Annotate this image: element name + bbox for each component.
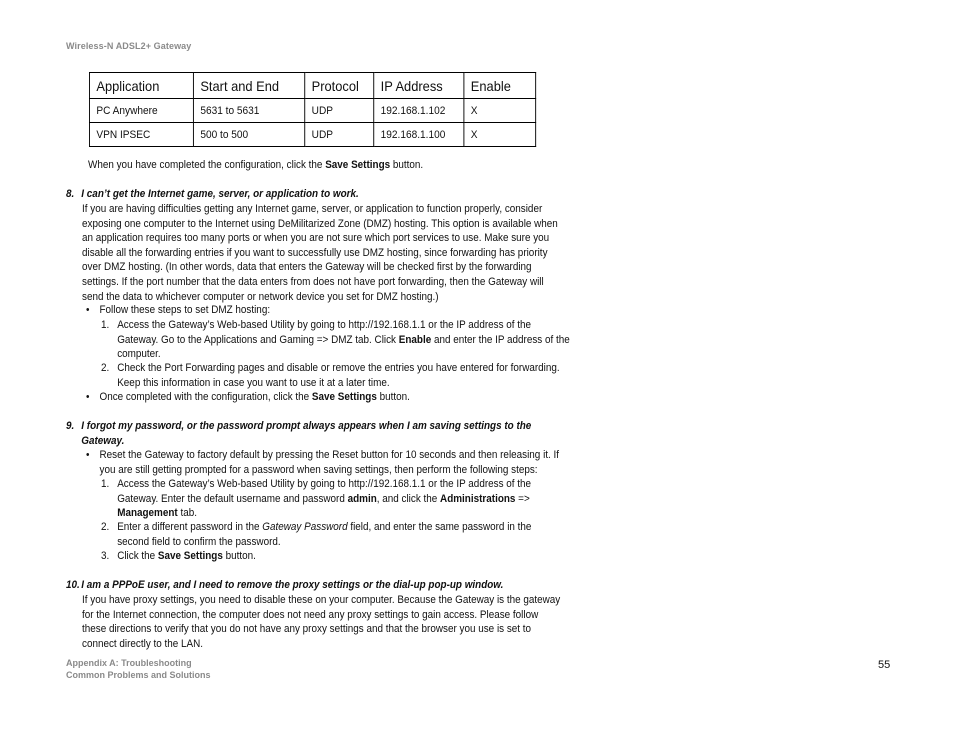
q9-title: [66, 419, 531, 448]
step-text: Keep this information in case you want to use it at a later time.: [117, 376, 390, 389]
para-line: these directions to verify that you do not have any proxy settings and that the browser you use is set to: [82, 623, 532, 636]
col-protocol: Protocol: [305, 73, 374, 99]
step-number: 1.: [101, 478, 110, 490]
q10-paragraph: [82, 593, 560, 651]
note-bold: Save Settings: [325, 159, 391, 171]
cell: 192.168.1.100: [374, 123, 464, 147]
step-number: 3.: [101, 550, 110, 562]
col-start-end: Start and End: [193, 73, 304, 99]
para-line: settings. If the port number that the data enters from does not have port forwarding, then the Gateway will: [82, 275, 544, 288]
port-forwarding-table: [89, 72, 536, 147]
step-text: Gateway. Go to the Applications and Gaming => DMZ tab. Click: [117, 333, 399, 346]
step-text: Access the Gateway’s Web-based Utility by going to http://192.168.1.1 or the IP address of the: [117, 319, 532, 331]
step-text: Gateway. Enter the default username and password: [117, 492, 348, 505]
cell: VPN IPSEC: [89, 123, 193, 147]
q9-number: 9.: [66, 420, 75, 432]
step-number: 2.: [101, 362, 110, 374]
bullet-text: you are still getting prompted for a password when saving settings, then perform the following steps:: [99, 463, 538, 476]
cell: 192.168.1.102: [374, 99, 464, 123]
col-application: Application: [89, 73, 193, 99]
note-text: button.: [390, 159, 424, 171]
q9-title-text: I forgot my password, or the password prompt always appears when I am saving settings to the: [81, 420, 532, 432]
step-text: , and click the: [376, 492, 441, 505]
q8-step1: [101, 318, 570, 362]
para-line: over DMZ hosting. (In other words, data that enters the Gateway will be checked first by the forwarding: [82, 261, 532, 274]
bullet-text: Follow these steps to set DMZ hosting:: [99, 304, 271, 316]
step-text: field, and enter the same password in the: [347, 521, 532, 533]
step-text: tab.: [177, 507, 197, 520]
para-line: send the data to whichever computer or network device you set for DMZ hosting.): [82, 290, 439, 303]
col-ip-address: IP Address: [374, 73, 464, 99]
bullet-text: Reset the Gateway to factory default by pressing the Reset button for 10 seconds and then releasing it. If: [99, 449, 560, 461]
step-number: 2.: [101, 521, 110, 533]
step-text: Enter a different password in the: [117, 521, 263, 533]
q8-bullet2: [86, 390, 410, 405]
q8-step2: [101, 361, 560, 390]
cell: UDP: [305, 99, 374, 123]
cell: X: [464, 123, 536, 147]
running-header: Wireless-N ADSL2+ Gateway: [66, 41, 192, 51]
step-bold: Enable: [398, 333, 432, 346]
para-line: exposing one computer to the Internet using DeMilitarized Zone (DMZ) hosting. This option is available when: [82, 217, 558, 230]
para-line: disable all the forwarding entries if you want to successfully use DMZ hosting, since forwarding has priority: [82, 246, 548, 259]
para-line: connect directly to the LAN.: [82, 637, 204, 650]
footer: [66, 657, 211, 681]
q10-title: [66, 578, 503, 593]
cell: 500 to 500: [193, 123, 304, 147]
bullet-text: Once completed with the configuration, click the: [99, 391, 312, 403]
bullet-icon: •: [86, 304, 90, 316]
footer-line: Common Problems and Solutions: [66, 670, 211, 680]
q9-step1: [101, 477, 531, 521]
bullet-icon: •: [86, 449, 90, 461]
q8-bullet1: [86, 303, 270, 318]
step-text: and enter the IP address of the: [431, 333, 570, 346]
bullet-icon: •: [86, 391, 90, 403]
q10-title-text: I am a PPPoE user, and I need to remove the proxy settings or the dial-up pop-up window.: [81, 579, 504, 591]
cell: UDP: [305, 123, 374, 147]
bullet-bold: Save Settings: [311, 391, 377, 403]
step-bold: Administrations: [440, 492, 516, 505]
table-row: [89, 123, 535, 147]
page-number: 55: [878, 659, 891, 671]
step-bold: Management: [117, 507, 178, 520]
table-row: [89, 99, 535, 123]
para-line: an application requires too many ports or when you are not sure which port services to use. Make sure you: [82, 232, 550, 245]
table-header-row: [89, 73, 535, 99]
col-enable: Enable: [464, 73, 536, 99]
after-table-note: [88, 158, 423, 173]
q8-paragraph: [82, 202, 558, 304]
cell: X: [464, 99, 536, 123]
step-text: Click the: [117, 550, 158, 562]
step-text: =>: [515, 492, 530, 505]
step-text: computer.: [117, 348, 161, 361]
q9-title-text: Gateway.: [81, 434, 125, 447]
q8-title-text: I can’t get the Internet game, server, or application to work.: [81, 188, 359, 200]
step-bold: Save Settings: [157, 550, 223, 562]
step-text: second field to confirm the password.: [117, 535, 281, 548]
step-bold: admin: [347, 492, 377, 505]
step-italic: Gateway Password: [262, 521, 348, 533]
q9-step2: [101, 520, 531, 549]
para-line: If you are having difficulties getting any Internet game, server, or application to function properly, consider: [82, 203, 543, 215]
q10-number: 10.: [66, 579, 80, 591]
note-text: When you have completed the configuration, click the: [88, 159, 326, 171]
cell: PC Anywhere: [89, 99, 193, 123]
q9-bullet: [86, 448, 559, 477]
q8-title: [66, 187, 359, 202]
para-line: If you have proxy settings, you need to disable these on your computer. Because the Gateway is the gateway: [82, 594, 561, 606]
step-text: Access the Gateway’s Web-based Utility by going to http://192.168.1.1 or the IP address of the: [117, 478, 532, 490]
para-line: for the Internet connection, the computer does not need any proxy settings to gain access. Please follow: [82, 608, 539, 621]
step-number: 1.: [101, 319, 110, 331]
step-text: Check the Port Forwarding pages and disable or remove the entries you have entered for forwarding.: [117, 362, 560, 374]
footer-line: Appendix A: Troubleshooting: [66, 658, 192, 668]
bullet-text: button.: [376, 391, 410, 403]
cell: 5631 to 5631: [193, 99, 304, 123]
step-text: button.: [222, 550, 256, 562]
q9-step3: [101, 549, 256, 564]
q8-number: 8.: [66, 188, 75, 200]
